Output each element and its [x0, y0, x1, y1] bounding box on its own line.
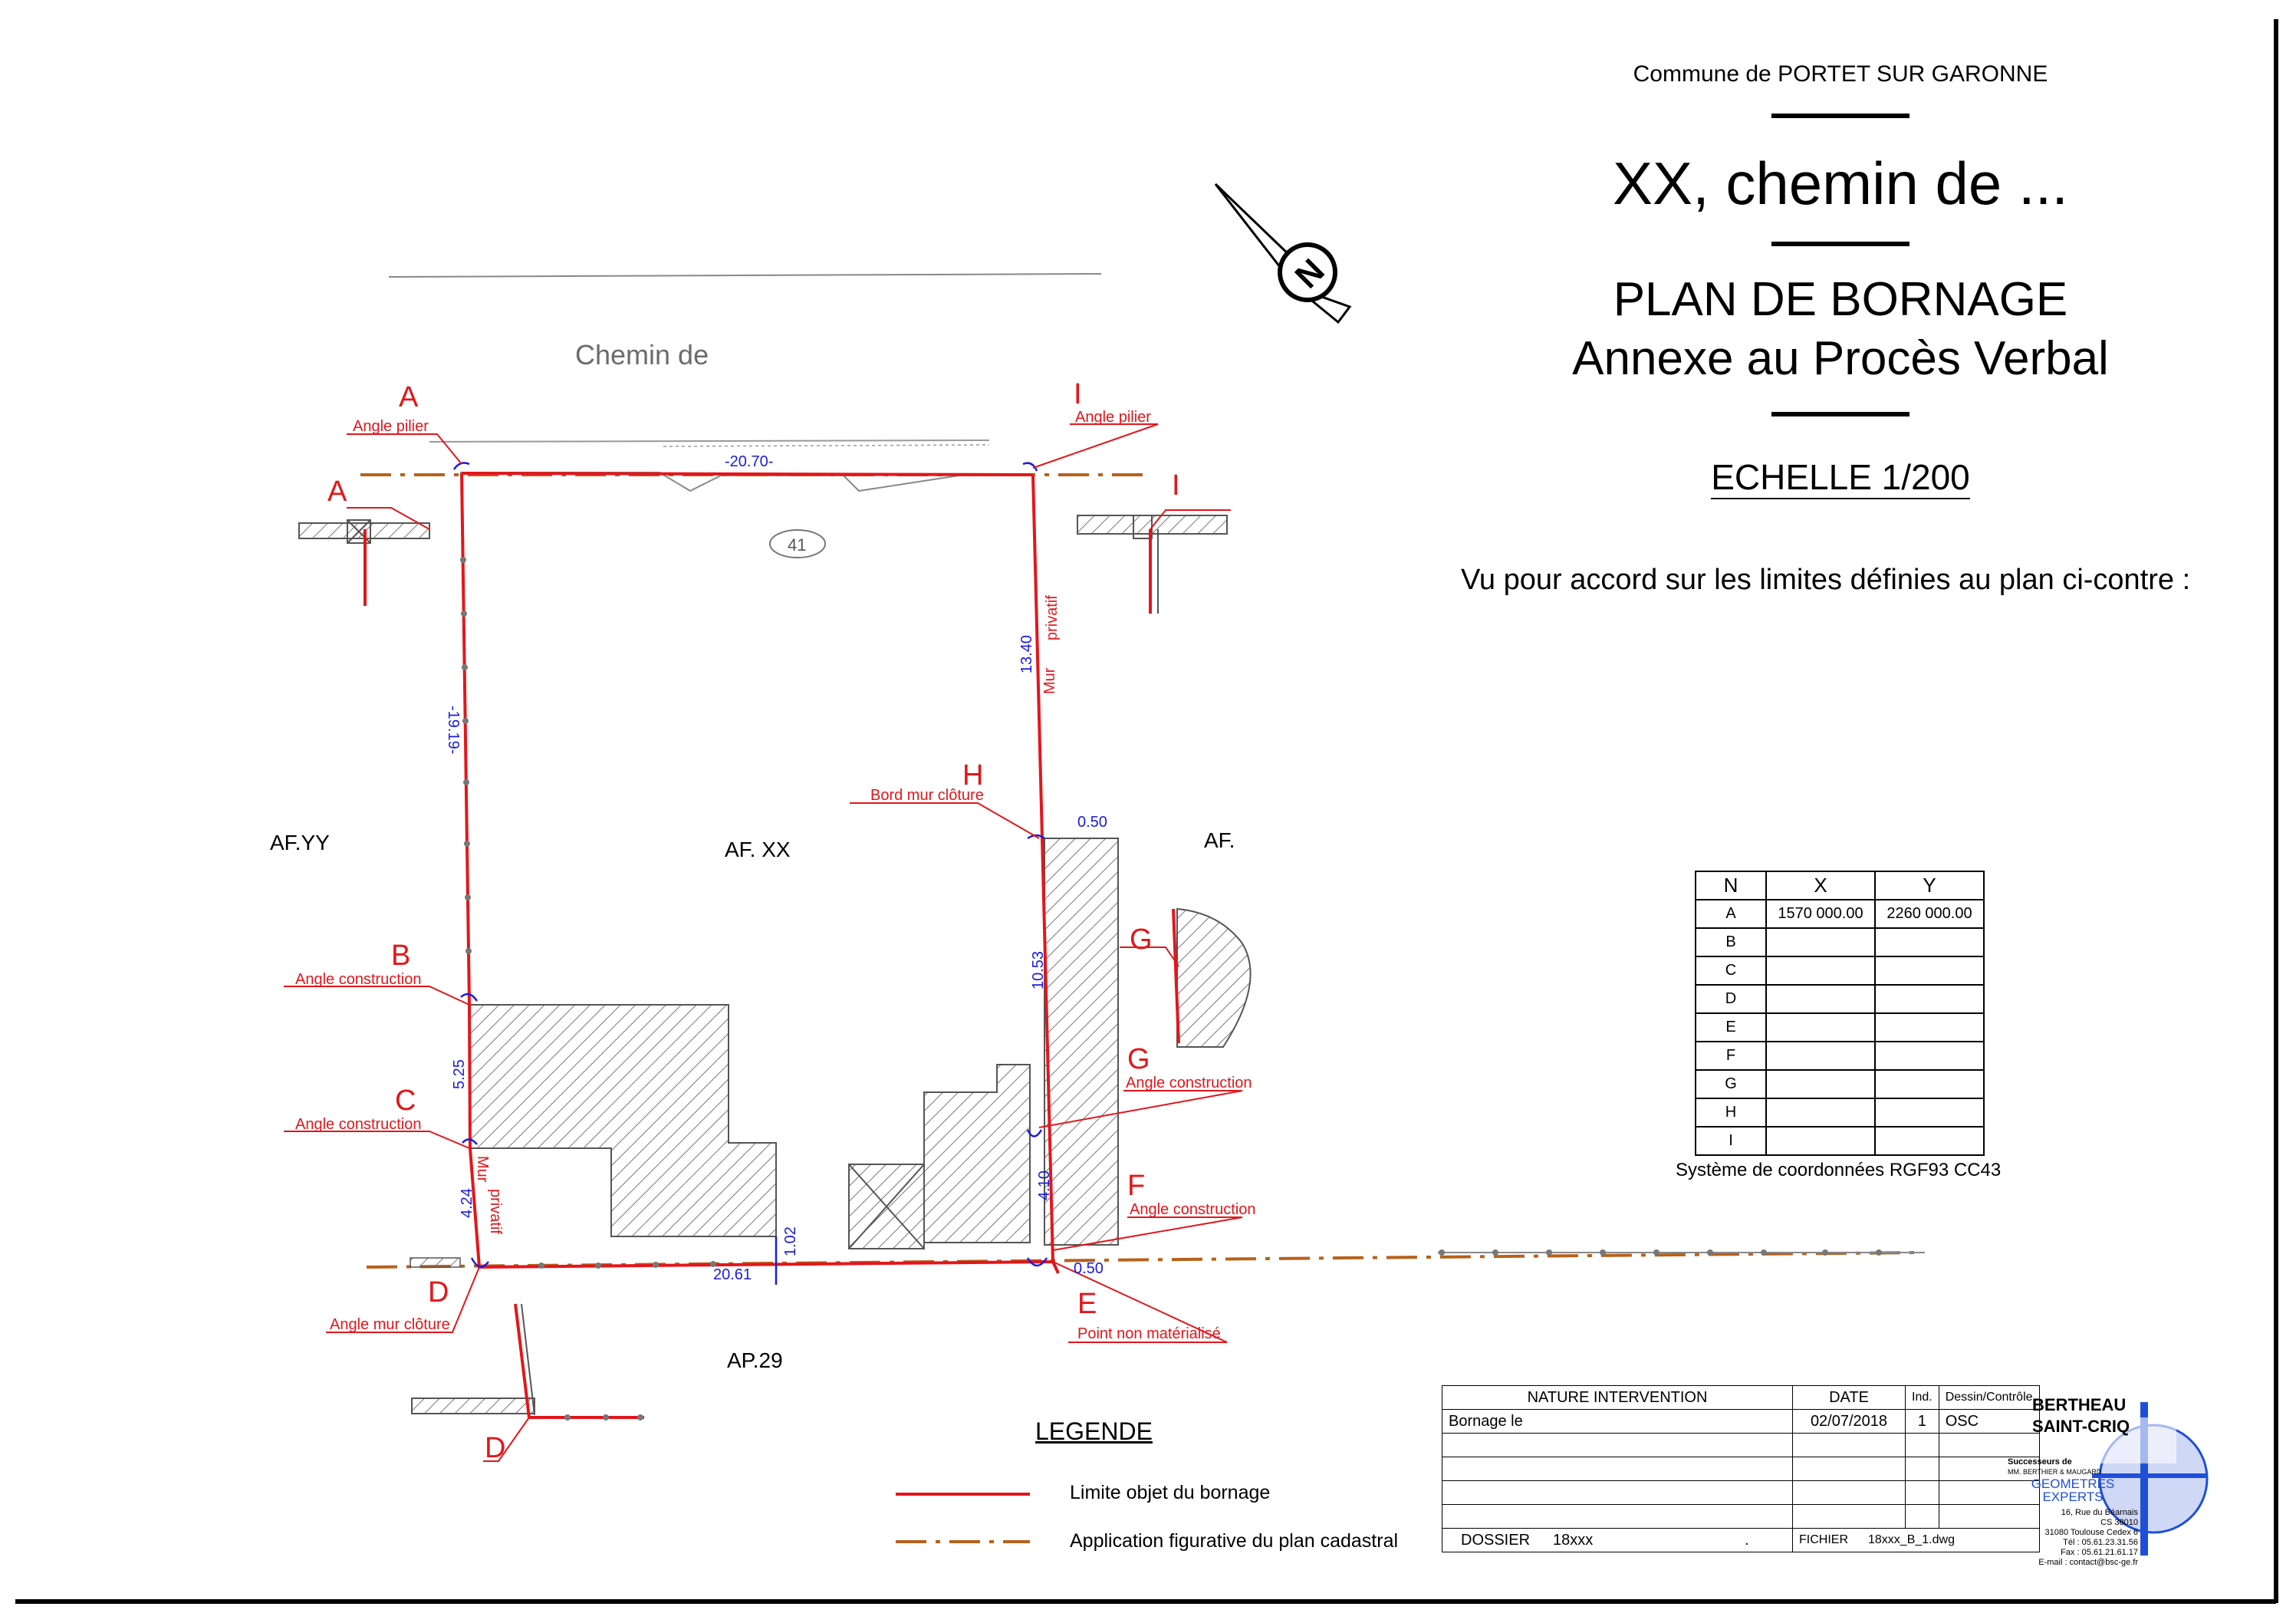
cell-n: B — [1696, 928, 1766, 956]
detail-d-letter: D — [485, 1432, 506, 1464]
cartouche-table — [1442, 1385, 2040, 1552]
company-city: 31080 Toulouse Cedex 6 — [2044, 1528, 2138, 1537]
detail-i-letter: I — [1172, 469, 1180, 502]
legend-title: LEGENDE — [1035, 1417, 1153, 1445]
commune-name: Commune de PORTET SUR GARONNE — [1633, 61, 2048, 87]
dessin-header: Dessin/Contrôle — [1939, 1386, 2039, 1410]
table-row — [1696, 900, 1984, 928]
fichier-label: FICHIER — [1799, 1533, 1848, 1546]
company-founders: MM. BERTHIER & MAUGARD — [2008, 1468, 2102, 1476]
table-row — [1696, 1098, 1984, 1127]
parcel-41-label: 41 — [788, 535, 807, 555]
cell-y — [1875, 1042, 1984, 1070]
title-rule — [1771, 114, 1909, 118]
wall-privatif-right: privatif — [1044, 595, 1061, 640]
detail-g-letter: G — [1130, 923, 1153, 956]
title-rule — [1771, 412, 1909, 416]
dossier-label: DOSSIER — [1461, 1531, 1531, 1549]
wall-mur-left: Mur — [474, 1156, 491, 1183]
company-role — [2008, 1477, 2138, 1503]
dim-ih: 13.40 — [1018, 634, 1035, 673]
cell-x — [1766, 1127, 1875, 1155]
wall-bottom-left — [410, 1258, 460, 1267]
coordinates-table — [1695, 871, 1985, 1156]
point-g-desc: Angle construction — [1126, 1075, 1252, 1091]
parcel-af: AF. — [1204, 828, 1235, 852]
table-row — [1696, 1042, 1984, 1070]
wall-detail-ap29 — [412, 1398, 535, 1414]
dim-cd: 4.24 — [459, 1188, 475, 1218]
boundary-top — [462, 473, 1033, 475]
agreement-text: Vu pour accord sur les limites définies au plan ci-contre : — [1461, 564, 2191, 596]
cell-n: I — [1696, 1127, 1766, 1155]
dim-bc: 5.25 — [451, 1059, 468, 1089]
dim-de: 20.61 — [713, 1266, 752, 1283]
dossier-cell — [1442, 1529, 1793, 1552]
company-email: E-mail : contact@bsc-ge.fr — [2038, 1558, 2138, 1567]
fichier-value: 18xxx_B_1.dwg — [1868, 1533, 1955, 1546]
cell-n: A — [1696, 900, 1766, 928]
building-af-strip — [1044, 838, 1118, 1245]
address-title: XX, chemin de ... — [1613, 150, 2068, 217]
dim-ab: -19.19- — [445, 706, 462, 755]
cell-n: D — [1696, 985, 1766, 1013]
point-d-letter: D — [428, 1276, 449, 1309]
north-arrow-n: N — [1288, 252, 1332, 296]
point-i-letter: I — [1074, 378, 1082, 410]
company-fax: Fax : 05.61.21.61.17 — [2061, 1548, 2138, 1557]
cartouche-header-row — [1442, 1386, 2040, 1410]
ind-value: 1 — [1906, 1410, 1939, 1434]
cell-n: C — [1696, 956, 1766, 985]
company-street: 16, Rue du Béarnais — [2061, 1508, 2138, 1517]
cell-y — [1875, 1127, 1984, 1155]
point-f-letter: F — [1127, 1170, 1146, 1202]
company-address — [2008, 1508, 2138, 1568]
cell-x — [1766, 1098, 1875, 1127]
cell-x — [1766, 1042, 1875, 1070]
point-a-letter: A — [399, 381, 419, 413]
cell-x — [1766, 1070, 1875, 1098]
dim-offset: 1.02 — [782, 1226, 799, 1256]
annexe-title: Annexe au Procès Verbal — [1572, 332, 2109, 385]
company-role-2: EXPERTS — [2042, 1490, 2104, 1504]
dim-hg: 10.53 — [1030, 950, 1047, 989]
cell-y — [1875, 1013, 1984, 1042]
plan-title: PLAN DE BORNAGE — [1613, 273, 2068, 326]
company-role-1: GEOMETRES — [2031, 1477, 2115, 1491]
header-n: N — [1696, 871, 1766, 900]
company-successeurs: Successeurs de — [2008, 1457, 2072, 1467]
point-c-letter: C — [395, 1085, 416, 1117]
point-a-desc: Angle pilier — [353, 418, 429, 435]
sidewalk-line — [429, 440, 989, 442]
parcel-af-xx: AF. XX — [725, 838, 791, 861]
cell-n: F — [1696, 1042, 1766, 1070]
detail-a-letter: A — [327, 476, 347, 508]
point-c-desc: Angle construction — [295, 1116, 422, 1133]
cell-x — [1766, 928, 1875, 956]
point-b-letter: B — [391, 940, 411, 972]
cell-n: E — [1696, 1013, 1766, 1042]
header-x: X — [1766, 871, 1875, 900]
dossier-dot: . — [1745, 1531, 1749, 1549]
road-edge — [389, 274, 1101, 277]
header-y: Y — [1875, 871, 1984, 900]
parcel-ap29: AP.29 — [727, 1348, 783, 1372]
point-e-letter: E — [1077, 1288, 1097, 1320]
legend-item-cadastral: Application figurative du plan cadastral — [1070, 1530, 1399, 1552]
cartouche-empty-row — [1442, 1434, 2040, 1457]
title-rule — [1771, 242, 1909, 246]
company-name-2: SAINT-CRIQ — [2032, 1417, 2130, 1436]
company-name-1: BERTHEAU — [2032, 1395, 2127, 1414]
cell-x — [1766, 985, 1875, 1013]
cell-x — [1766, 956, 1875, 985]
point-e-desc: Point non matérialisé — [1077, 1325, 1221, 1342]
cell-n: G — [1696, 1070, 1766, 1098]
parcel-af-yy: AF.YY — [270, 831, 330, 854]
coordinates-header-row — [1696, 871, 1984, 900]
cartouche-file-row — [1442, 1529, 2040, 1552]
table-row — [1696, 928, 1984, 956]
cartouche-empty-row — [1442, 1505, 2040, 1529]
cell-y — [1875, 1070, 1984, 1098]
cartouche-empty-row — [1442, 1481, 2040, 1505]
cartouche-row — [1442, 1410, 2040, 1434]
ind-header: Ind. — [1906, 1386, 1939, 1410]
wall-mur-right: Mur — [1041, 667, 1058, 694]
cell-y — [1875, 956, 1984, 985]
company-logo — [2000, 1387, 2245, 1571]
road-label: Chemin de — [575, 339, 709, 370]
company-name — [2032, 1394, 2130, 1437]
table-row — [1696, 1127, 1984, 1155]
cell-n: H — [1696, 1098, 1766, 1127]
company-tel: Tél : 05.61.23.31.56 — [2063, 1538, 2138, 1547]
legend-item-boundary: Limite objet du bornage — [1070, 1482, 1271, 1503]
dessin-value: OSC — [1939, 1410, 2039, 1434]
building-af-xx — [469, 1005, 776, 1236]
table-row — [1696, 1013, 1984, 1042]
building-g-detail — [1177, 909, 1251, 1047]
scale-label: ECHELLE 1/200 — [1711, 456, 1970, 499]
building-right-lower — [924, 1065, 1030, 1243]
cell-y — [1875, 985, 1984, 1013]
dim-h-off: 0.50 — [1077, 814, 1107, 831]
point-g-letter: G — [1127, 1043, 1150, 1075]
dossier-value: 18xxx — [1553, 1531, 1594, 1549]
cell-x: 1570 000.00 — [1766, 900, 1875, 928]
point-h-desc: Bord mur clôture — [870, 787, 984, 804]
company-cs: CS 38010 — [2100, 1518, 2138, 1527]
nature-header: NATURE INTERVENTION — [1442, 1386, 1793, 1410]
dim-ai: -20.70- — [725, 453, 774, 470]
cell-y: 2260 000.00 — [1875, 900, 1984, 928]
point-h-letter: H — [962, 759, 984, 792]
date-header: DATE — [1793, 1386, 1906, 1410]
wall-privatif-left: privatif — [487, 1189, 504, 1234]
nature-value: Bornage le — [1442, 1410, 1793, 1434]
coordinate-system-caption: Système de coordonnées RGF93 CC43 — [1676, 1160, 2002, 1180]
title-block — [1442, 61, 2239, 499]
sidewalk-line-2 — [663, 445, 989, 446]
cell-y — [1875, 928, 1984, 956]
dim-gf: 4.10 — [1036, 1170, 1053, 1200]
cell-y — [1875, 1098, 1984, 1127]
point-i-desc: Angle pilier — [1075, 409, 1151, 426]
point-f-desc: Angle construction — [1130, 1201, 1256, 1218]
cartouche-empty-row — [1442, 1457, 2040, 1481]
point-b-desc: Angle construction — [295, 971, 422, 988]
table-row — [1696, 985, 1984, 1013]
north-arrow — [1215, 184, 1350, 322]
dim-e-off: 0.50 — [1074, 1260, 1104, 1277]
point-d-desc: Angle mur clôture — [330, 1316, 450, 1333]
table-row — [1696, 956, 1984, 985]
table-row — [1696, 1070, 1984, 1098]
date-value: 02/07/2018 — [1793, 1410, 1906, 1434]
cell-x — [1766, 1013, 1875, 1042]
